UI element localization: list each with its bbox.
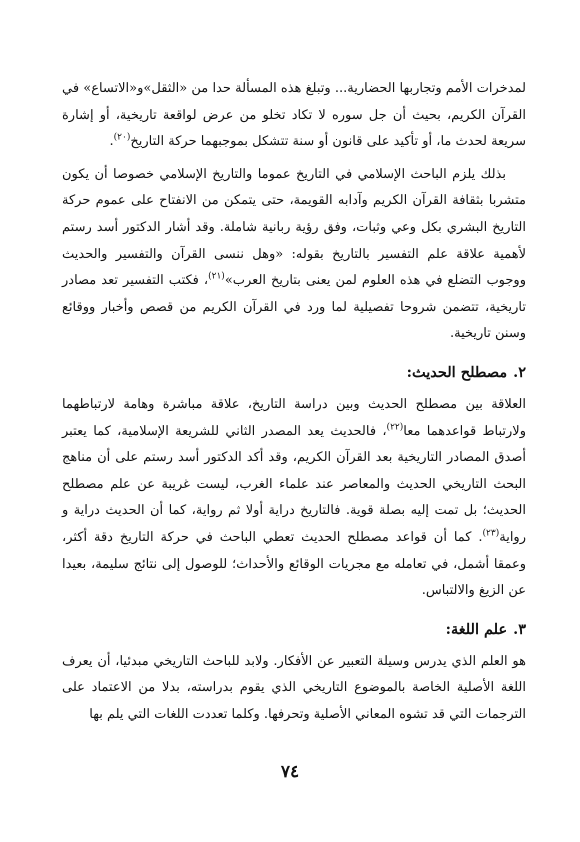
section-2-number: ٢. <box>513 363 526 381</box>
intro-paragraph-1-text: لمدخرات الأمم وتجاربها الحضارية... وتبلغ هذه المسألة حدا من «الثقل»و«الاتساع» في القرآن الكريم، بحيث أن جل سوره لا تكاد تخلو من عرض لواقعة تاريخية، أو إشارة سريعة لحدث ما، أو تأكيد على قانون أو سنة تتشكل بموجبهما حركة التاريخ <box>62 81 526 150</box>
intro-paragraph-2 <box>62 162 526 348</box>
section-2-text-b: ، فالحديث يعد المصدر الثاني للشريعة الإسلامية، كما يعتبر أصدق المصادر التاريخية بعد القرآن الكريم، وقد أكد الدكتور أسد رستم على أن مناهج البحث التاريخي الحديث والمعاصر عند علماء الغرب، ليست غريبة عن علم مصطلح الحديث؛ بل تمت إليه بصلة قوية. فالتاريخ دراية أولا ثم رواية، كما أن الحديث دراية و رواية <box>62 423 526 545</box>
footnote-ref-23[interactable]: (٢٣) <box>482 528 500 539</box>
intro-paragraph-2-end: ، فكتب التفسير تعد مصادر تاريخية، تتضمن شروحا تفصيلية لما ورد في القرآن الكريم من قصص وأخبار ووقائع وسنن تاريخية. <box>62 273 526 342</box>
section-2-text-a: العلاقة بين مصطلح الحديث وبين دراسة التاريخ، علاقة مباشرة وهامة لارتباطهما ولارتباط قواعدهما معا <box>62 396 526 439</box>
section-3-title: علم اللغة: <box>445 620 508 638</box>
intro-paragraph-1-end: . <box>109 134 114 150</box>
section-3-paragraph: هو العلم الذي يدرس وسيلة التعبير عن الأفكار. ولابد للباحث التاريخي مبدئيا، أن يعرف اللغة الأصلية الخاصة بالموضوع التاريخي الذي يقوم بدراسته، بدلا من الاعتماد على الترجمات التي قد تشوه المعاني الأصلية وتحرفها. وكلما تعددت اللغات التي يلم بها <box>62 653 526 722</box>
section-2-heading <box>62 360 526 386</box>
section-2-title: مصطلح الحديث: <box>406 363 508 381</box>
footnote-ref-20[interactable]: (٢٠) <box>113 132 131 143</box>
intro-paragraph-2-text: بذلك يلزم الباحث الإسلامي في التاريخ عموما والتاريخ الإسلامي خصوصا أن يكون متشربا بثقافة القرآن الكريم وآدابه القويمة، حتى يتمكن من الانفتاح على عموم حركة التاريخ البشري بكل وعي وثبات، وفق رؤية ربانية شاملة. وقد أشار الدكتور أسد رستم لأهمية علاقة علم التفسير بالتاريخ بقوله: «وهل ننسى القرآن والتفسير والحديث ووجوب التضلع في هذه العلوم لمن يعنى بتاريخ العرب» <box>62 166 526 289</box>
section-3-heading <box>62 617 526 643</box>
footnote-ref-21[interactable]: (٢١) <box>208 271 225 282</box>
intro-paragraph-1 <box>62 76 526 156</box>
section-2-paragraph <box>62 392 526 605</box>
page-number: ٧٤ <box>280 762 300 782</box>
section-3-number: ٣. <box>513 620 526 638</box>
footnote-ref-22[interactable]: (٢٢) <box>386 422 404 433</box>
section-2-text-c: . كما أن قواعد مصطلح الحديث تعطي الباحث في حركة التاريخ دقة أكثر، وعمقا أشمل، في تعامله مع مجريات الوقائع والأحداث؛ للوصول إلى نتائج سليمة، بعيدا عن الزيغ والالتباس. <box>62 529 526 599</box>
